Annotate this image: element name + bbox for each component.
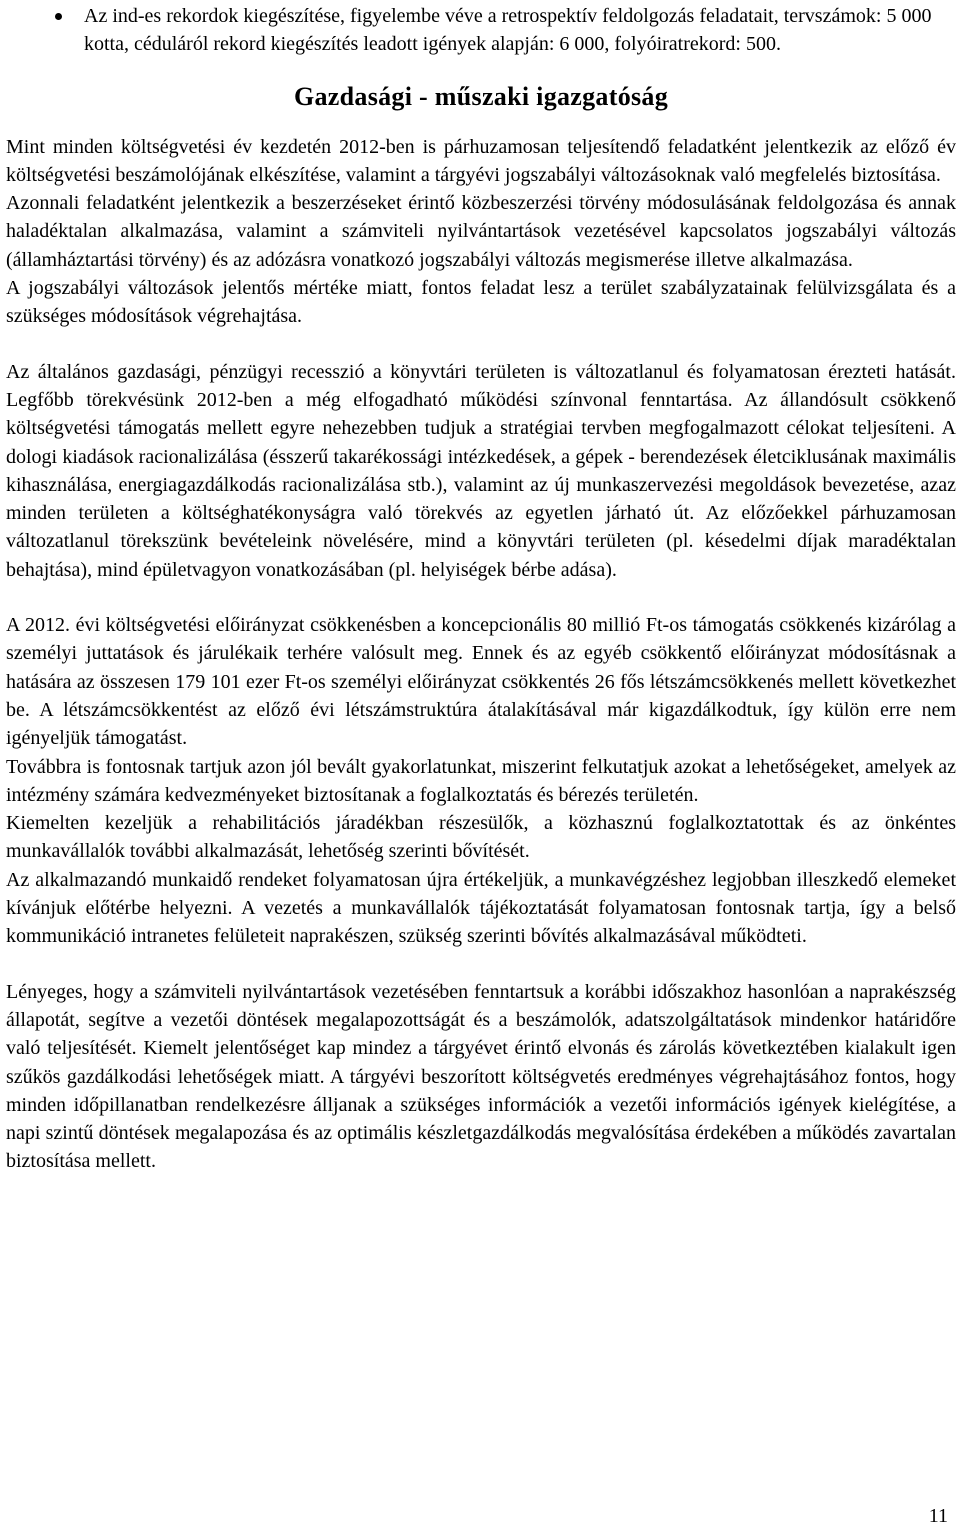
paragraph-employment-benefits: Továbbra is fontosnak tartjuk azon jól bevált gyakorlatunkat, miszerint felkutatjuk azokat a lehetőségeket, amelyek az intézmény számára kedvezményeket biztosítanak a foglalkoztatás és bérezés területén. (6, 755, 956, 806)
paragraph-accounting-records: Lényeges, hogy a számviteli nyilvántartások vezetésében fenntartsuk a korábbi időszakhoz hasonlóan a naprakészség állapotát, segítve a vezetői döntések megalapozottságát és a beszámolók, adatszolgáltatások mindenkor határidőre való teljesítését. Kiemelt jelentőséget kap mindez a tárgyévet érintő elvonás és zárolás következtében kialakult igen szűkös gazdálkodási lehetőségek miatt. A tárgyévi beszorított költségvetés eredményes végrehajtásához fontos, hogy minden időpillanatban rendelkezésre álljanak a szükséges információk a vezetői információs igények kielégítése, a napi szintű döntések megalapozása és az optimális készletgazdálkodás megvalósítása érdekében a működés zavartalan biztosítása mellett. (6, 980, 956, 1173)
bullet-text: Az ind-es rekordok kiegészítése, figyelembe véve a retrospektív feldolgozás feladatait, tervszámok: 5 000 kotta, céduláról rekord kiegészítés leadott igények alapján: 6 000, folyóiratrekord: 500. (84, 5, 932, 56)
paragraph-regulation-review: A jogszabályi változások jelentős mértéke miatt, fontos feladat lesz a terület szabályzatainak felülvizsgálata és a szükséges módosítások végrehajtása. (6, 277, 956, 328)
page-number: 11 (928, 1505, 948, 1527)
section-heading: Gazdasági - műszaki igazgatóság (293, 81, 669, 111)
paragraph-budget-report: Mint minden költségvetési év kezdetén 2012-ben is párhuzamosan teljesítendő feladatként jelentkezik az előző év költségvetési beszámolójának elkészítése, valamint a tárgyévi jogszabályi változásoknak való megfelelés biztosítása. (6, 135, 956, 186)
paragraph-rehabilitation: Kiemelten kezeljük a rehabilitációs járadékban részesülők, a közhasznú foglalkoztatottak és az önkéntes munkavállalók további alkalmazását, lehetőség szerinti bővítését. (6, 812, 956, 863)
paragraph-procurement-law: Azonnali feladatként jelentkezik a beszerzéseket érintő közbeszerzési törvény módosulásának feldolgozása és annak haladéktalan alkalmazása, valamint a számviteli nyilvántartások vezetésével kapcsolatos jogszabályi változás (államháztartási törvény) és az adózásra vonatkozó jogszabályi változás megismerése illetve alkalmazása. (6, 192, 956, 271)
paragraph-budget-2012: A 2012. évi költségvetési előirányzat csökkenésben a koncepcionális 80 millió Ft-os támogatás csökkenés kizárólag a személyi juttatások és járulékaik terhére valósult meg. Ennek és az egyéb csökkentő előirányzat módosításnak a hatására az összesen 179 101 ezer Ft-os személyi előirányzat csökkentés 26 fős létszámcsökkenés mellett következhet be. A létszámcsökkentést az előző évi létszámstruktúra átalakításával már kigazdálkodtuk, így külön erre nem igényeljük támogatást. (6, 614, 956, 750)
bullet-dot-icon (55, 13, 62, 20)
paragraph-recession: Az általános gazdasági, pénzügyi recesszió a könyvtári területen is változatlanul és folyamatosan érezteti hatását. Legfőbb törekvésünk 2012-ben a még elfogadható működési színvonal fenntartása. Az állandósult csökkenő költségvetési támogatás mellett egyre nehezebben tudjuk a stratégiai tervben megfogalmazott célokat teljesíteni. A dologi kiadások racionalizálása (ésszerű takarékossági intézkedések, a gépek - berendezések életciklusának maximális kihasználása, energiagazdálkodás racionalizálása stb.), valamint az új munkaszervezési megoldások bevezetése, azaz minden területen a költséghatékonyságra való törekvés az egyetlen járható út. Az előzőekkel párhuzamosan változatlanul törekszünk bevételeink növelésére, mind a könyvtári területen (pl. késedelmi díjak maradéktalan behajtása), mind épületvagyon vonatkozásában (pl. helyiségek bérbe adása). (6, 360, 956, 581)
document-page (6, 0, 956, 1176)
bullet-list-item (6, 0, 956, 59)
paragraph-working-hours: Az alkalmazandó munkaidő rendeket folyamatosan újra értékeljük, a munkavégzéshez legjobban illeszkedő elemeket kívánjuk előtérbe helyezni. A vezetés a munkavállalók tájékoztatását folyamatosan fontosnak tartja, így a belső kommunikáció intranetes felületeit naprakészen, szükség szerinti bővítés alkalmazásával működteti. (6, 868, 956, 948)
